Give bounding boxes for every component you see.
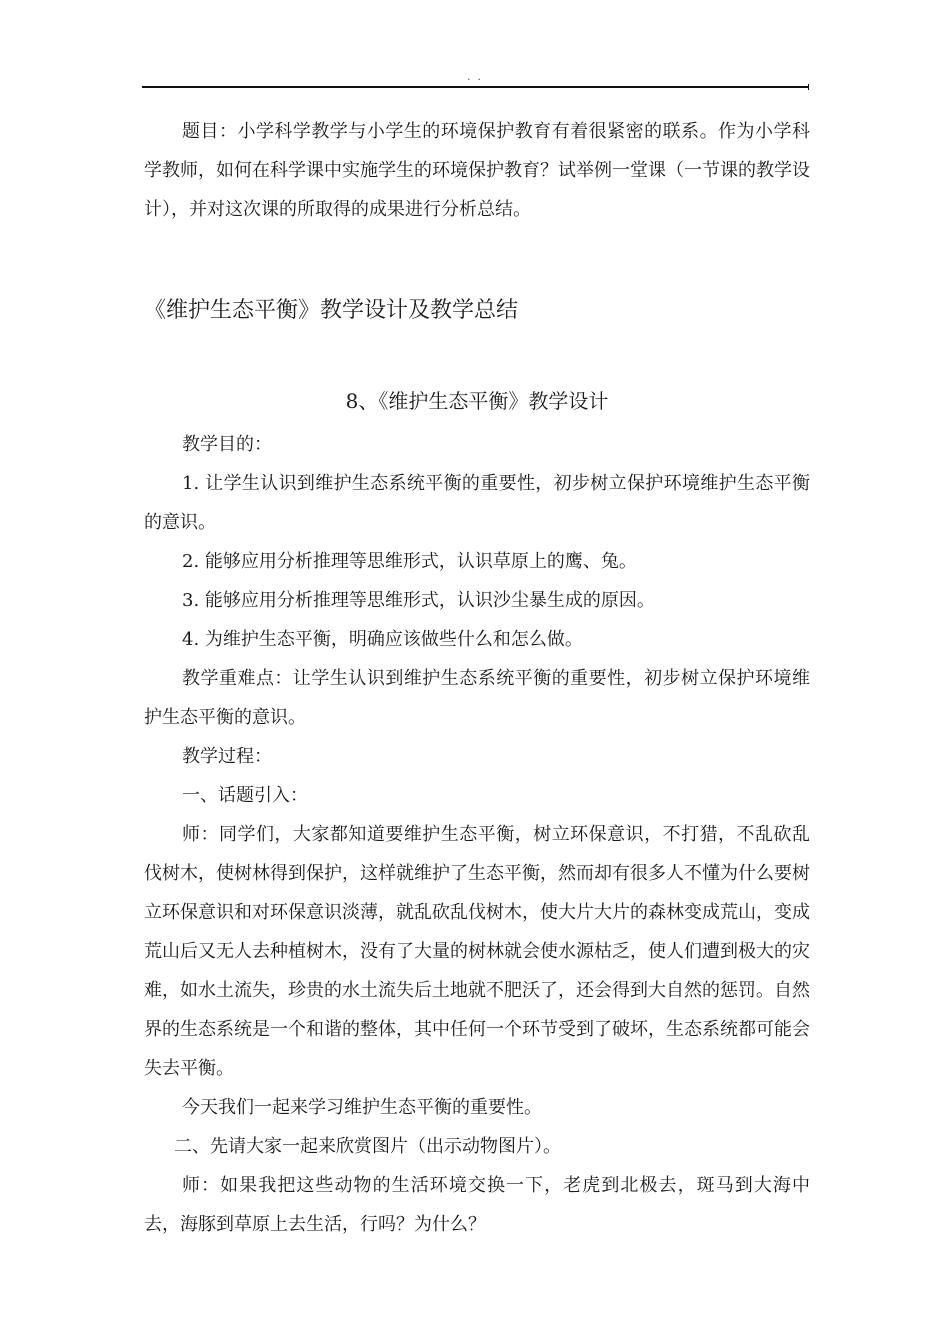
teacher-paragraph-1: 师：同学们，大家都知道要维护生态平衡，树立环保意识，不打猎，不乱砍乱伐树木，使树林得到保护，这样就维护了生态平衡，然而却有很多人不懂为什么要树立环保意识和对环保意识淡薄，就乱砍乱伐树木，使大片大片的森林变成荒山，变成荒山后又无人去种植树木，没有了大量的树林就会使水源枯乏，使人们遭到极大的灾难，如水土流失，珍贵的水土流失后土地就不肥沃了，还会得到大自然的惩罚。自然界的生态系统是一个和谐的整体，其中任何一个环节受到了破坏，生态系统都可能会失去平衡。 (144, 824, 810, 1079)
question-paragraph: 题目：小学科学教学与小学生的环境保护教育有着很紧密的联系。作为小学科学教师，如何在科学课中实施学生的环境保护教育？试举例一堂课（一节课的教学设计），并对这次课的所取得的成果进行分析总结。 (144, 121, 810, 220)
header-rule (142, 86, 808, 88)
step2-heading: 二、先请大家一起来欣赏图片（出示动物图片）。 (174, 1136, 561, 1157)
objective-item: 3. 能够应用分析推理等思维形式，认识沙尘暴生成的原因。 (182, 590, 655, 611)
teacher-paragraph-2: 师：如果我把这些动物的生活环境交换一下，老虎到北极去，斑马到大海中去，海豚到草原上去生活，行吗？为什么？ (144, 1175, 810, 1235)
document-body (144, 112, 810, 1244)
objective-item: 1. 让学生认识到维护生态系统平衡的重要性，初步树立保护环境维护生态平衡的意识。 (144, 473, 810, 533)
today-line: 今天我们一起来学习维护生态平衡的重要性。 (182, 1097, 542, 1118)
main-title: 《维护生态平衡》教学设计及教学总结 (144, 298, 519, 323)
process-heading: 教学过程： (182, 746, 272, 767)
objectives-heading: 教学目的： (182, 434, 272, 455)
objective-item: 2. 能够应用分析推理等思维形式，认识草原上的鹰、兔。 (182, 551, 637, 572)
key-points-paragraph: 教学重难点：让学生认识到维护生态系统平衡的重要性，初步树立保护环境维护生态平衡的意识。 (144, 668, 810, 728)
lesson-title: 8、《维护生态平衡》教学设计 (345, 389, 609, 413)
step1-heading: 一、话题引入： (182, 785, 308, 806)
objective-item: 4. 为维护生态平衡，明确应该做些什么和怎么做。 (182, 629, 583, 650)
header-rule-tick (808, 84, 809, 90)
header-dots: . . (467, 72, 483, 83)
